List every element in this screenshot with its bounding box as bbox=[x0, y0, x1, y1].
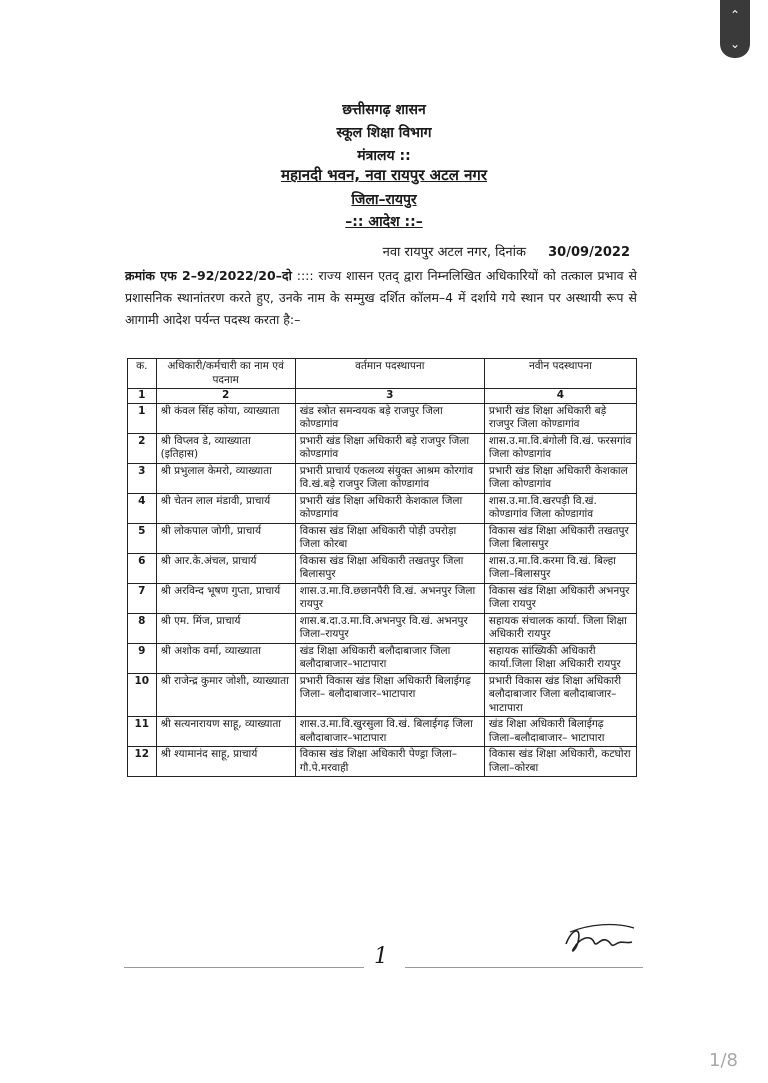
footer-rule-right bbox=[405, 967, 643, 968]
row-sn: 12 bbox=[128, 747, 157, 777]
row-new: शास.उ.मा.वि.बंगोली वि.खं. फरसगांव जिला कोण्डागांव bbox=[484, 433, 636, 463]
table-row bbox=[128, 553, 637, 583]
page-number-mark: 1 bbox=[374, 944, 388, 969]
row-sn: 8 bbox=[128, 613, 157, 643]
table-row bbox=[128, 643, 637, 673]
row-current: प्रभारी खंड शिक्षा अधिकारी केशकाल जिला कोण्डागांव bbox=[295, 493, 484, 523]
row-new: विकास खंड शिक्षा अधिकारी अभनपुर जिला रायपुर bbox=[484, 583, 636, 613]
header-department: स्कूल शिक्षा विभाग bbox=[336, 125, 432, 141]
row-new: सहायक सांख्यिकी अधिकारी कार्या.जिला शिक्षा अधिकारी रायपुर bbox=[484, 643, 636, 673]
chevron-down-icon[interactable]: ⌄ bbox=[729, 36, 741, 51]
table-row bbox=[128, 717, 637, 747]
row-sn: 9 bbox=[128, 643, 157, 673]
row-new: शास.उ.मा.वि.खरपड़ी वि.खं. कोण्डागांव जिला कोण्डागांव bbox=[484, 493, 636, 523]
col-header-current: वर्तमान पदस्थापना bbox=[295, 359, 484, 389]
footer-rule-left bbox=[124, 967, 364, 968]
row-current: शास.ब.दा.उ.मा.वि.अभनपुर वि.खं. अभनपुर जिला–रायपुर bbox=[295, 613, 484, 643]
row-sn: 4 bbox=[128, 493, 157, 523]
page-indicator: 1/8 bbox=[709, 1050, 738, 1071]
row-name: श्री चेतन लाल मंडावी, प्राचार्य bbox=[156, 493, 295, 523]
row-current: विकास खंड शिक्षा अधिकारी तखतपुर जिला बिलासपुर bbox=[295, 553, 484, 583]
row-new: प्रभारी खंड शिक्षा अधिकारी केशकाल जिला कोण्डागांव bbox=[484, 463, 636, 493]
row-sn: 3 bbox=[128, 463, 157, 493]
dateline-place: नवा रायपुर अटल नगर, दिनांक bbox=[382, 245, 526, 260]
table-colnum-row bbox=[128, 389, 637, 404]
header-district: जिला–रायपुर bbox=[351, 192, 417, 208]
row-current: शास.उ.मा.वि.खुरसुला वि.खं. बिलाईगढ़ जिला बलौदाबाजार–भाटापारा bbox=[295, 717, 484, 747]
table-row bbox=[128, 613, 637, 643]
table-row bbox=[128, 493, 637, 523]
col-header-sn: क. bbox=[128, 359, 157, 389]
row-sn: 7 bbox=[128, 583, 157, 613]
col-header-new: नवीन पदस्थापना bbox=[484, 359, 636, 389]
header-ministry: मंत्रालय :: bbox=[357, 148, 411, 164]
colnum: 3 bbox=[295, 389, 484, 404]
row-name: श्री अरविन्द भूषण गुप्ता, प्राचार्य bbox=[156, 583, 295, 613]
row-name: श्री श्यामानंद साहू, प्राचार्य bbox=[156, 747, 295, 777]
table-row bbox=[128, 523, 637, 553]
row-current: विकास खंड शिक्षा अधिकारी पेण्ड्रा जिला–गौ.पे.मरवाही bbox=[295, 747, 484, 777]
row-new: खंड शिक्षा अधिकारी बिलाईगढ़ जिला–बलौदाबाजार– भाटापारा bbox=[484, 717, 636, 747]
col-header-name: अधिकारी/कर्मचारी का नाम एवं पदनाम bbox=[156, 359, 295, 389]
row-name: श्री लोकपाल जोगी, प्राचार्य bbox=[156, 523, 295, 553]
signature-icon bbox=[560, 914, 640, 964]
transfer-table bbox=[127, 358, 637, 777]
row-name: श्री एम. मिंज, प्राचार्य bbox=[156, 613, 295, 643]
row-new: विकास खंड शिक्षा अधिकारी तखतपुर जिला बिलासपुर bbox=[484, 523, 636, 553]
row-name: श्री सत्यनारायण साहू, व्याख्याता bbox=[156, 717, 295, 747]
chevron-up-icon[interactable]: ⌃ bbox=[729, 7, 741, 22]
row-name: श्री कंवल सिंह कोया, व्याख्याता bbox=[156, 403, 295, 433]
table-header-row bbox=[128, 359, 637, 389]
row-current: खंड शिक्षा अधिकारी बलौदाबाजार जिला बलौदाबाजार–भाटापारा bbox=[295, 643, 484, 673]
header-government: छत्तीसगढ़ शासन bbox=[342, 102, 426, 118]
dateline-date: 30/09/2022 bbox=[548, 245, 630, 260]
row-current: प्रभारी खंड शिक्षा अधिकारी बड़े राजपुर जिला कोण्डागांव bbox=[295, 433, 484, 463]
order-number: क्रमांक एफ 2–92/2022/20–दो bbox=[125, 268, 292, 283]
row-sn: 11 bbox=[128, 717, 157, 747]
row-new: शास.उ.मा.वि.करमा वि.खं. बिल्हा जिला–बिलासपुर bbox=[484, 553, 636, 583]
row-current: शास.उ.मा.वि.छछानपैरी वि.खं. अभनपुर जिला रायपुर bbox=[295, 583, 484, 613]
row-name: श्री राजेन्द्र कुमार जोशी, व्याख्याता bbox=[156, 673, 295, 717]
order-body: :::: राज्य शासन एतद् द्वारा निम्नलिखित अधिकारियों को तत्काल प्रभाव से प्रशासनिक स्थानांतरण करते हुए, उनके नाम के सम्मुख दर्शित कॉलम–4 में दर्शाये गये स्थान पर अस्थायी रूप से आगामी आदेश पर्यन्त पदस्थ करता है:– bbox=[125, 268, 637, 327]
header-order-title: –:: आदेश ::– bbox=[345, 214, 423, 230]
row-name: श्री विप्लव डे, व्याख्याता (इतिहास) bbox=[156, 433, 295, 463]
table-row bbox=[128, 463, 637, 493]
dateline bbox=[383, 242, 630, 260]
page-nav-control[interactable] bbox=[720, 0, 750, 58]
header-address: महानदी भवन, नवा रायपुर अटल नगर bbox=[280, 166, 488, 184]
row-name: श्री आर.के.अंचल, प्राचार्य bbox=[156, 553, 295, 583]
table-row bbox=[128, 433, 637, 463]
row-current: प्रभारी विकास खंड शिक्षा अधिकारी बिलाईगढ़ जिला– बलौदाबाजार–भाटापारा bbox=[295, 673, 484, 717]
row-current: प्रभारी प्राचार्य एकलव्य संयुक्त आश्रम कोरगांव वि.खं.बड़े राजपुर जिला कोण्डागांव bbox=[295, 463, 484, 493]
table-row bbox=[128, 673, 637, 717]
row-new: प्रभारी विकास खंड शिक्षा अधिकारी बलौदाबाजार जिला बलौदाबाजार– भाटापारा bbox=[484, 673, 636, 717]
table-row bbox=[128, 747, 637, 777]
row-current: विकास खंड शिक्षा अधिकारी पोड़ी उपरोड़ा जिला कोरबा bbox=[295, 523, 484, 553]
row-new: सहायक संचालक कार्या. जिला शिक्षा अधिकारी रायपुर bbox=[484, 613, 636, 643]
colnum: 2 bbox=[156, 389, 295, 404]
table-row bbox=[128, 403, 637, 433]
row-new: विकास खंड शिक्षा अधिकारी, कटघोरा जिला–कोरबा bbox=[484, 747, 636, 777]
row-name: श्री अशोक वर्मा, व्याख्याता bbox=[156, 643, 295, 673]
row-current: खंड स्त्रोत समन्वयक बड़े राजपुर जिला कोण्डागांव bbox=[295, 403, 484, 433]
row-sn: 5 bbox=[128, 523, 157, 553]
order-paragraph bbox=[125, 265, 637, 331]
row-name: श्री प्रभुलाल केमरो, व्याख्याता bbox=[156, 463, 295, 493]
row-sn: 2 bbox=[128, 433, 157, 463]
colnum: 1 bbox=[128, 389, 157, 404]
row-sn: 10 bbox=[128, 673, 157, 717]
colnum: 4 bbox=[484, 389, 636, 404]
row-sn: 6 bbox=[128, 553, 157, 583]
row-new: प्रभारी खंड शिक्षा अधिकारी बड़े राजपुर जिला कोण्डागांव bbox=[484, 403, 636, 433]
table-row bbox=[128, 583, 637, 613]
row-sn: 1 bbox=[128, 403, 157, 433]
